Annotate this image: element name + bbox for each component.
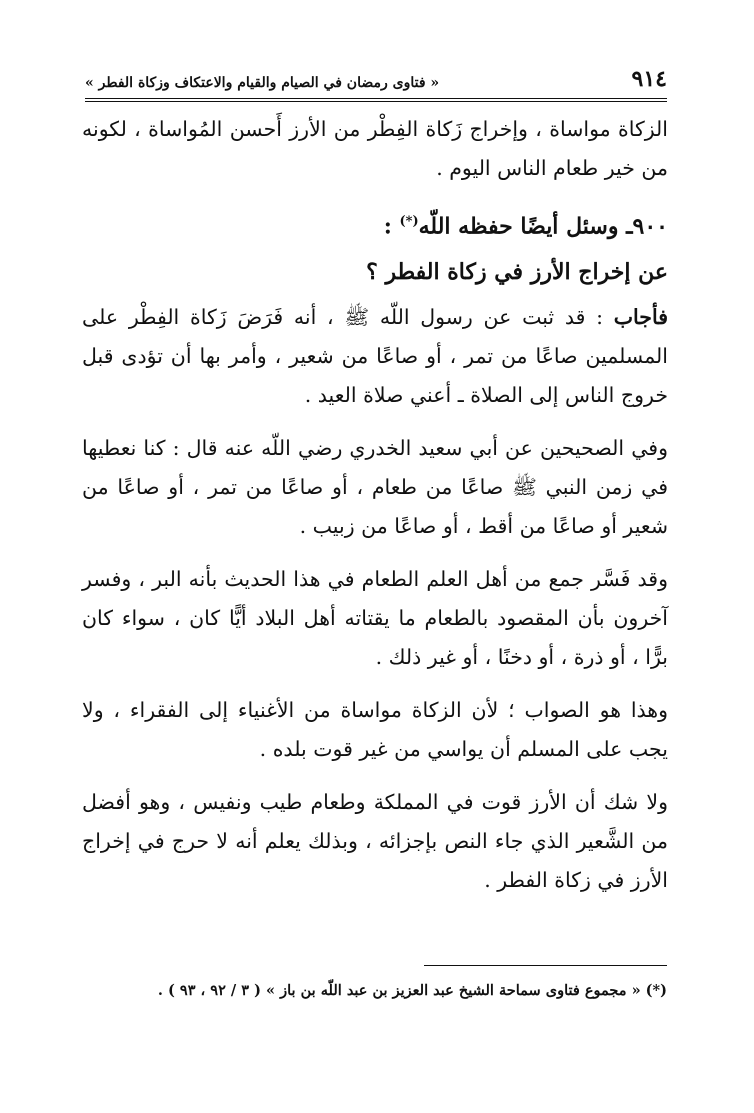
header-rule <box>85 98 667 99</box>
answer-paragraph-hadith: وفي الصحيحين عن أبي سعيد الخدري رضي اللّه عنه قال : كنا نعطيها في زمن النبي ﷺ صاعًا من طعام ، أو صاعًا من تمر ، أو صاعًا من شعير أو صاعًا من أقط ، أو صاعًا من زبيب . <box>82 436 668 539</box>
page-header <box>85 66 667 98</box>
question-heading-text: ٩٠٠ـ وسئل أيضًا حفظه اللّه <box>418 213 668 240</box>
footnote-marker: (*) <box>399 214 419 229</box>
answer-label: فأجاب <box>613 305 668 330</box>
page-body <box>82 110 668 900</box>
question-heading-suffix: : <box>383 213 400 240</box>
answer-paragraph-reasoning: وهذا هو الصواب ؛ لأن الزكاة مواساة من الأغنياء إلى الفقراء ، ولا يجب على المسلم أن يواسي من غير قوت بلده . <box>82 698 668 762</box>
answer-paragraph-interpretation: وقد فَسَّر جمع من أهل العلم الطعام في هذا الحديث بأنه البر ، وفسر آخرون بأن المقصود بالطعام ما يقتاته أهل البلاد أيًّا كان ، سواء كان برًّا ، أو ذرة ، أو دخنًا ، أو غير ذلك . <box>82 567 668 670</box>
answer-paragraph <box>82 298 668 415</box>
answer-paragraph-conclusion: ولا شك أن الأرز قوت في المملكة وطعام طيب ونفيس ، وهو أفضل من الشَّعير الذي جاء النص بإجزائه ، وبذلك يعلم أنه لا حرج في إخراج الأرز في زكاة الفطر . <box>82 790 668 893</box>
question-title: عن إخراج الأرز في زكاة الفطر ؟ <box>366 259 668 286</box>
footnote: (*) « مجموع فتاوى سماحة الشيخ عبد العزيز بن عبد اللّه بن باز » ( ٣ / ٩٢ ، ٩٣ ) . <box>157 982 667 999</box>
header-rule-inner <box>85 101 667 102</box>
page-number: ٩١٤ <box>631 66 667 92</box>
question-heading <box>82 202 668 246</box>
body-paragraph: الزكاة مواساة ، وإخراج زَكاة الفِطْر من الأرز أَحسن المُواساة ، لكونه من خير طعام الناس اليوم . <box>82 117 668 180</box>
footnote-rule <box>424 965 667 966</box>
answer-text: : قد ثبت عن رسول اللّه ﷺ ، أنه فَرَضَ زَكاة الفِطْر على المسلمين صاعًا من تمر ، أو صاعًا من شعير ، وأمر بها أن تؤدى قبل خروج الناس إلى الصلاة ـ أعني صلاة العيد . <box>82 305 668 408</box>
running-title: « فتاوى رمضان في الصيام والقيام والاعتكاف وزكاة الفطر » <box>85 75 440 91</box>
